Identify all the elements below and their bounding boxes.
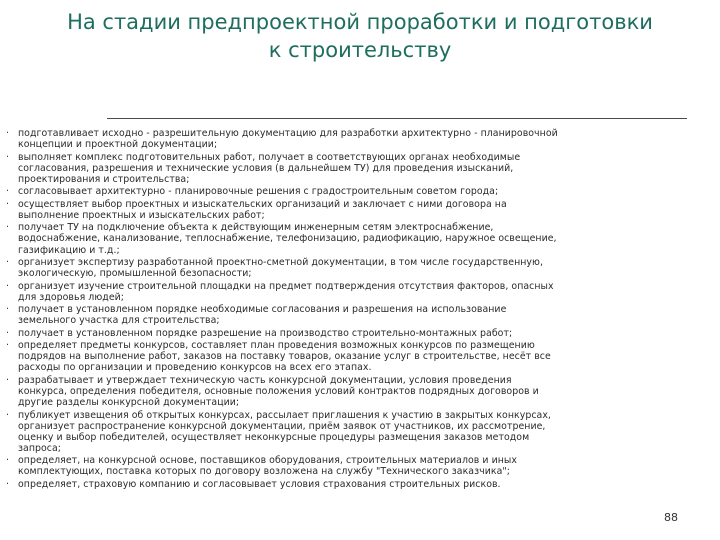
list-item-text: для здоровья людей;: [18, 291, 124, 303]
list-item-text: определяет, страховую компанию и согласовывает условия страхования строительных рисков.: [18, 478, 501, 490]
bullet-marker: ·: [6, 222, 10, 234]
responsibilities-list: [6, 128, 698, 491]
bullet-marker: ·: [6, 151, 10, 163]
bullet-marker: ·: [6, 478, 10, 490]
list-item-text: определяет, на конкурсной основе, поставщиков оборудования, строительных материалов и иных: [18, 455, 517, 467]
bullet-marker: ·: [6, 186, 10, 198]
list-item: [6, 479, 698, 490]
list-item: [6, 281, 698, 303]
list-item-text: запроса;: [18, 442, 62, 454]
list-item-text: другие разделы конкурсной документации;: [18, 397, 240, 409]
list-item: [6, 186, 698, 197]
list-item-text: получает в установленном порядке необходимые согласования и разрешения на использование: [18, 304, 507, 316]
list-item: [6, 410, 698, 454]
list-item: [6, 328, 698, 339]
list-item-text: комплектующих, поставка которых по договору возложена на службу "Технического заказчика";: [18, 466, 510, 478]
list-item: [6, 257, 698, 279]
list-item-text: конкурса, определения победителя, основные положения условий контрактов подрядных договоров и: [18, 385, 539, 397]
list-item-text: определяет предметы конкурсов, составляет план проведения возможных конкурсов по размещению: [18, 340, 535, 352]
list-item-text: осуществляет выбор проектных и изыскательских организаций и заключает с ними договора на: [18, 198, 507, 210]
list-item-text: экологическую, промышленной безопасности;: [18, 268, 252, 280]
list-item-text: подготавливает исходно - разрешительную документацию для разработки архитектурно - планировочной: [18, 128, 558, 139]
list-item-text: получает в установленном порядке разрешение на производство строительно-монтажных работ;: [18, 327, 513, 339]
list-item: [6, 152, 698, 185]
list-item-text: подрядов на выполнение работ, заказов на поставку товаров, оказание услуг в строительстве, несёт все: [18, 351, 551, 363]
bullet-marker: ·: [6, 256, 10, 268]
bullet-marker: ·: [6, 455, 10, 467]
list-item: [6, 304, 698, 326]
bullet-marker: ·: [6, 327, 10, 339]
list-item-text: земельного участка для строительства;: [18, 315, 220, 327]
bullet-marker: ·: [6, 128, 10, 139]
list-item: [6, 222, 698, 255]
list-item-text: газификацию и т.д.;: [18, 244, 120, 256]
list-item-text: расходы по организации и проведению конкурсов на всех его этапах.: [18, 362, 372, 374]
bullet-marker: ·: [6, 374, 10, 386]
list-item-text: водоснабжение, канализование, теплоснабжение, телефонизацию, радиофикацию, наружное освещение,: [18, 233, 557, 245]
bullet-marker: ·: [6, 304, 10, 316]
title-divider: [107, 118, 687, 119]
list-item: [6, 455, 698, 477]
list-item-text: оценку и выбор победителей, осуществляет неконкурсные процедуры размещения заказов методом: [18, 431, 530, 443]
list-item: [6, 199, 698, 221]
page-number: 88: [664, 511, 678, 524]
list-item-text: концепции и проектной документации;: [18, 139, 218, 151]
list-item-text: организует изучение строительной площадки на предмет подтверждения отсутствия факторов, опасных: [18, 280, 554, 292]
list-item: [6, 340, 698, 373]
bullet-marker: ·: [6, 409, 10, 421]
bullet-marker: ·: [6, 198, 10, 210]
list-item: [6, 375, 698, 408]
list-item-text: получает ТУ на подключение объекта к действующим инженерным сетям электроснабжение,: [18, 222, 494, 234]
list-item-text: согласования, разрешения и технические условия (в дальнейшем ТУ) для проведения изысканий,: [18, 162, 514, 174]
list-item-text: организует распространение конкурсной документации, приём заявок от участников, их рассмотрение,: [18, 420, 546, 432]
list-item-text: выполняет комплекс подготовительных работ, получает в соответствующих органах необходимые: [18, 151, 521, 163]
list-item-text: публикует извещения об открытых конкурсах, рассылает приглашения к участию в закрытых конкурсах,: [18, 409, 551, 421]
list-item-text: разрабатывает и утверждает техническую часть конкурсной документации, условия проведения: [18, 374, 512, 386]
slide-title: [20, 8, 700, 64]
list-item-text: согласовывает архитектурно - планировочные решения с градостроительным советом города;: [18, 186, 499, 198]
bullet-marker: ·: [6, 340, 10, 352]
bullet-marker: ·: [6, 280, 10, 292]
title-line: к строительству: [268, 38, 452, 62]
list-item: [6, 128, 698, 150]
list-item-text: проектирования и строительства;: [18, 173, 190, 185]
list-item-text: выполнение проектных и изыскательских работ;: [18, 209, 265, 221]
title-line: На стадии предпроектной проработки и подготовки: [67, 10, 653, 34]
list-item-text: организует экспертизу разработанной проектно-сметной документации, в том числе государственную,: [18, 256, 544, 268]
